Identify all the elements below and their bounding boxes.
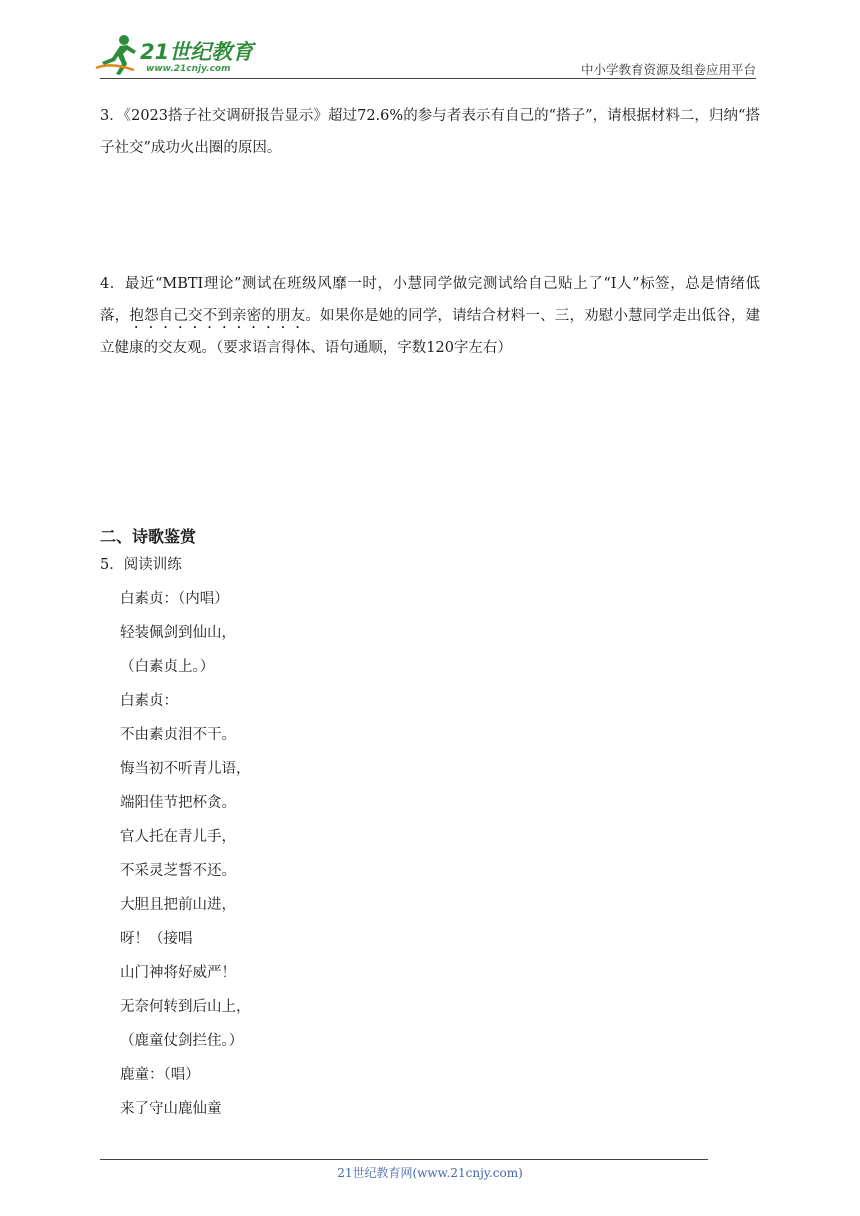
footer-divider bbox=[100, 1159, 708, 1160]
footer-link[interactable]: 21世纪教育网(www.21cnjy.com) bbox=[337, 1166, 523, 1180]
question-4-tail: 。如果你是她的同学，请结合材料一、三，劝慰小慧同学走出低谷，建立健康的交友观。（要求语言得体、语句通顺，字数120字左右） bbox=[100, 308, 761, 356]
question-4-text: 4．最近“MBTI理论”测试在班级风靡一时，小慧同学做完测试给自己贴上了“I人”标签，总是情绪低落， bbox=[100, 276, 760, 324]
poem-line: 官人托在青儿手， bbox=[120, 829, 236, 845]
header-divider bbox=[100, 78, 756, 79]
question-4-emphasis: 抱怨自己交不到亲密的朋友 bbox=[129, 308, 306, 324]
poem-line: 不采灵芝誓不还。 bbox=[120, 863, 236, 879]
poem-line: 白素贞： bbox=[120, 693, 178, 709]
section-title: 二、诗歌鉴赏 bbox=[100, 527, 197, 546]
question-5-intro: 5．阅读训练 bbox=[100, 557, 182, 573]
poem-line: 无奈何转到后山上， bbox=[120, 999, 251, 1015]
poem-text bbox=[100, 553, 251, 1131]
poem-line: （鹿童仗剑拦住。） bbox=[120, 1033, 244, 1049]
poem-line: 轻装佩剑到仙山， bbox=[120, 625, 236, 641]
logo-text: 21世纪教育 bbox=[140, 40, 254, 64]
runner-icon bbox=[94, 34, 140, 76]
poem-line: 来了守山鹿仙童 bbox=[120, 1101, 222, 1117]
question-3: 3．《2023搭子社交调研报告显示》超过72.6%的参与者表示有自己的“搭子”，请根据材料二，归纳“搭子社交”成功火出圈的原因。 bbox=[100, 108, 760, 156]
poem-line: 鹿童：（唱） bbox=[120, 1067, 200, 1083]
poem-line: 呀！（接唱 bbox=[120, 931, 193, 947]
page-header bbox=[0, 0, 860, 80]
question-4 bbox=[100, 268, 760, 364]
site-logo[interactable] bbox=[94, 34, 264, 80]
poem-line: 悔当初不听青儿语， bbox=[120, 761, 251, 777]
platform-title: 中小学教育资源及组卷应用平台 bbox=[580, 62, 756, 77]
poem-line: 端阳佳节把杯贪。 bbox=[120, 795, 236, 811]
poem-line: 不由素贞泪不干。 bbox=[120, 727, 236, 743]
poem-line: 大胆且把前山进， bbox=[120, 897, 236, 913]
poem-line: 山门神将好威严！ bbox=[120, 965, 236, 981]
poem-line: 白素贞：（内唱） bbox=[120, 591, 229, 607]
logo-url: www.21cnjy.com bbox=[146, 64, 231, 74]
poem-line: （白素贞上。） bbox=[120, 659, 215, 675]
